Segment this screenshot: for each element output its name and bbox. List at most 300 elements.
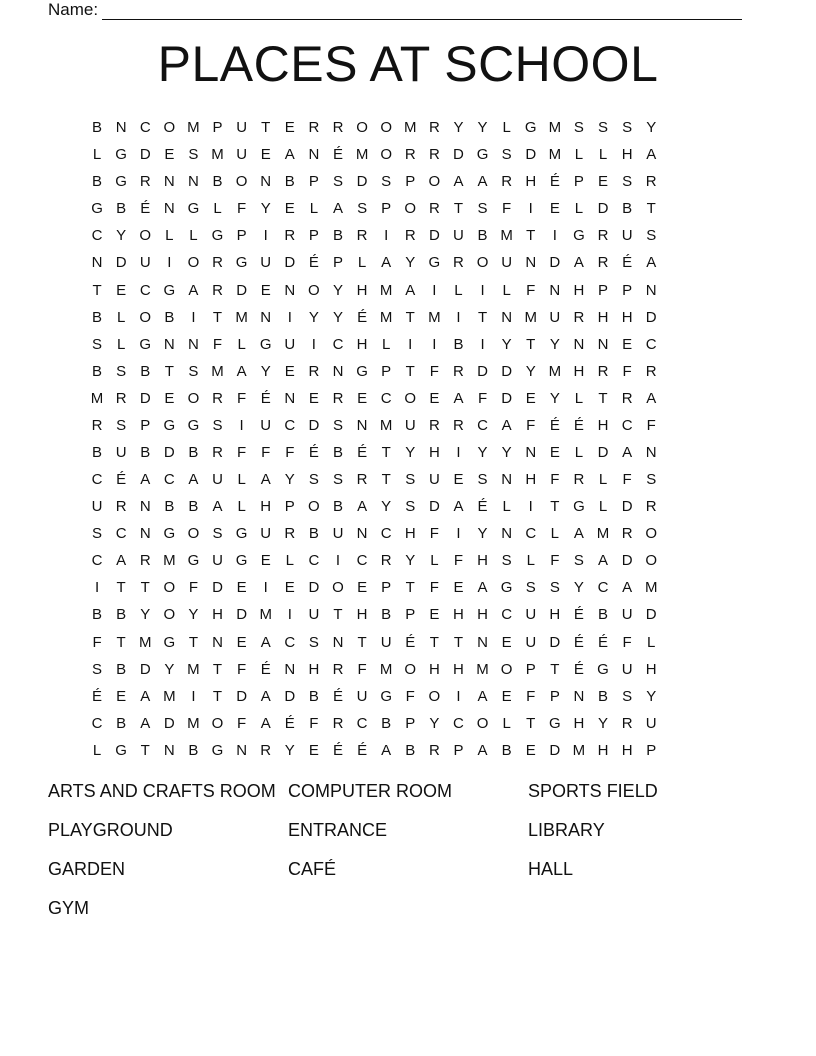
grid-letter[interactable]: F bbox=[309, 714, 319, 732]
grid-letter[interactable]: N bbox=[163, 200, 175, 218]
grid-letter[interactable]: L bbox=[647, 633, 656, 651]
grid-letter[interactable]: F bbox=[261, 443, 271, 461]
grid-letter[interactable]: É bbox=[598, 633, 609, 651]
grid-letter[interactable]: D bbox=[428, 227, 440, 245]
grid-letter[interactable]: L bbox=[92, 741, 102, 759]
grid-letter[interactable]: Y bbox=[332, 308, 343, 326]
grid-letter[interactable]: R bbox=[332, 714, 344, 732]
grid-letter[interactable]: H bbox=[356, 281, 368, 299]
grid-letter[interactable]: B bbox=[140, 362, 151, 380]
grid-letter[interactable]: M bbox=[572, 741, 586, 759]
grid-letter[interactable]: F bbox=[237, 714, 247, 732]
grid-letter[interactable]: T bbox=[116, 633, 126, 651]
grid-letter[interactable]: R bbox=[260, 741, 272, 759]
grid-letter[interactable]: U bbox=[308, 606, 320, 624]
grid-letter[interactable]: Y bbox=[598, 714, 609, 732]
grid-letter[interactable]: T bbox=[453, 200, 464, 218]
grid-letter[interactable]: L bbox=[116, 335, 126, 353]
grid-letter[interactable]: M bbox=[379, 308, 393, 326]
grid-letter[interactable]: U bbox=[139, 254, 151, 272]
grid-letter[interactable]: B bbox=[92, 308, 103, 326]
grid-letter[interactable]: I bbox=[335, 552, 341, 570]
grid-letter[interactable]: D bbox=[308, 416, 320, 434]
grid-letter[interactable]: É bbox=[573, 606, 584, 624]
grid-letter[interactable]: A bbox=[260, 471, 271, 489]
grid-letter[interactable]: T bbox=[526, 335, 536, 353]
grid-letter[interactable]: E bbox=[284, 119, 295, 137]
grid-letter[interactable]: A bbox=[622, 443, 633, 461]
grid-letter[interactable]: N bbox=[91, 254, 103, 272]
grid-letter[interactable]: B bbox=[501, 741, 512, 759]
grid-letter[interactable]: O bbox=[476, 254, 489, 272]
grid-letter[interactable]: N bbox=[163, 741, 175, 759]
grid-letter[interactable]: N bbox=[260, 308, 272, 326]
grid-letter[interactable]: M bbox=[500, 227, 513, 245]
grid-letter[interactable]: G bbox=[163, 633, 176, 651]
grid-letter[interactable]: R bbox=[621, 714, 633, 732]
grid-letter[interactable]: L bbox=[598, 471, 608, 489]
grid-letter[interactable]: N bbox=[236, 741, 248, 759]
grid-letter[interactable]: R bbox=[621, 389, 633, 407]
grid-letter[interactable]: S bbox=[212, 416, 223, 434]
grid-letter[interactable]: E bbox=[453, 579, 464, 597]
grid-letter[interactable]: A bbox=[646, 389, 657, 407]
grid-letter[interactable]: O bbox=[404, 200, 417, 218]
grid-letter[interactable]: I bbox=[432, 281, 437, 299]
grid-letter[interactable]: F bbox=[502, 200, 512, 218]
grid-letter[interactable]: B bbox=[405, 741, 416, 759]
grid-letter[interactable]: R bbox=[212, 281, 223, 299]
grid-letter[interactable]: O bbox=[187, 525, 200, 543]
grid-letter[interactable]: R bbox=[573, 471, 585, 489]
grid-letter[interactable]: L bbox=[574, 443, 584, 461]
grid-letter[interactable]: A bbox=[116, 552, 127, 570]
grid-letter[interactable]: H bbox=[404, 525, 416, 543]
grid-letter[interactable]: C bbox=[284, 633, 296, 651]
grid-letter[interactable]: S bbox=[598, 119, 609, 137]
grid-letter[interactable]: S bbox=[116, 416, 127, 434]
grid-letter[interactable]: P bbox=[140, 416, 151, 434]
grid-letter[interactable]: G bbox=[356, 362, 368, 380]
grid-letter[interactable]: R bbox=[308, 119, 320, 137]
grid-letter[interactable]: É bbox=[284, 714, 295, 732]
grid-letter[interactable]: M bbox=[428, 308, 441, 326]
grid-letter[interactable]: E bbox=[598, 173, 609, 191]
grid-letter[interactable]: N bbox=[356, 525, 368, 543]
grid-letter[interactable]: S bbox=[549, 579, 560, 597]
grid-letter[interactable]: B bbox=[92, 362, 103, 380]
grid-letter[interactable]: F bbox=[212, 335, 223, 353]
grid-letter[interactable]: N bbox=[284, 281, 296, 299]
grid-letter[interactable]: L bbox=[116, 308, 126, 326]
grid-letter[interactable]: H bbox=[356, 335, 368, 353]
grid-letter[interactable]: L bbox=[502, 281, 511, 299]
grid-letter[interactable]: C bbox=[332, 335, 344, 353]
grid-letter[interactable]: D bbox=[645, 308, 657, 326]
grid-letter[interactable]: T bbox=[212, 687, 223, 705]
grid-letter[interactable]: D bbox=[163, 714, 175, 732]
grid-letter[interactable]: T bbox=[333, 606, 343, 624]
grid-letter[interactable]: M bbox=[187, 714, 200, 732]
grid-letter[interactable]: C bbox=[356, 552, 368, 570]
grid-letter[interactable]: B bbox=[332, 443, 343, 461]
grid-letter[interactable]: E bbox=[284, 579, 295, 597]
grid-letter[interactable]: Y bbox=[525, 362, 536, 380]
grid-letter[interactable]: É bbox=[573, 660, 584, 678]
grid-letter[interactable]: L bbox=[526, 552, 535, 570]
grid-letter[interactable]: M bbox=[138, 633, 152, 651]
grid-letter[interactable]: D bbox=[163, 443, 175, 461]
grid-letter[interactable]: T bbox=[188, 633, 198, 651]
grid-letter[interactable]: H bbox=[525, 173, 537, 191]
grid-letter[interactable]: S bbox=[573, 119, 584, 137]
grid-letter[interactable]: P bbox=[381, 362, 392, 380]
grid-letter[interactable]: G bbox=[235, 525, 248, 543]
grid-letter[interactable]: R bbox=[332, 389, 344, 407]
grid-letter[interactable]: O bbox=[163, 579, 176, 597]
grid-letter[interactable]: N bbox=[139, 525, 151, 543]
grid-letter[interactable]: S bbox=[646, 471, 657, 489]
grid-letter[interactable]: T bbox=[405, 308, 415, 326]
grid-letter[interactable]: B bbox=[164, 498, 175, 516]
grid-letter[interactable]: G bbox=[187, 416, 200, 434]
grid-letter[interactable]: A bbox=[622, 579, 633, 597]
grid-letter[interactable]: I bbox=[167, 254, 172, 272]
grid-letter[interactable]: N bbox=[284, 389, 296, 407]
grid-letter[interactable]: A bbox=[598, 552, 609, 570]
grid-letter[interactable]: L bbox=[598, 498, 608, 516]
grid-letter[interactable]: M bbox=[379, 660, 393, 678]
grid-letter[interactable]: O bbox=[645, 552, 658, 570]
grid-letter[interactable]: E bbox=[284, 362, 295, 380]
grid-letter[interactable]: A bbox=[140, 714, 151, 732]
grid-letter[interactable]: R bbox=[428, 200, 440, 218]
grid-letter[interactable]: M bbox=[379, 416, 393, 434]
grid-letter[interactable]: S bbox=[116, 362, 127, 380]
grid-letter[interactable]: F bbox=[550, 552, 560, 570]
grid-letter[interactable]: L bbox=[237, 498, 246, 516]
grid-letter[interactable]: F bbox=[622, 471, 632, 489]
grid-letter[interactable]: B bbox=[188, 443, 199, 461]
grid-letter[interactable]: O bbox=[404, 389, 417, 407]
grid-letter[interactable]: H bbox=[549, 606, 561, 624]
grid-letter[interactable]: D bbox=[621, 498, 633, 516]
grid-letter[interactable]: D bbox=[549, 741, 561, 759]
grid-letter[interactable]: L bbox=[213, 200, 222, 218]
grid-letter[interactable]: C bbox=[621, 416, 633, 434]
grid-letter[interactable]: T bbox=[357, 633, 367, 651]
grid-letter[interactable]: T bbox=[550, 498, 560, 516]
grid-letter[interactable]: M bbox=[524, 308, 537, 326]
grid-letter[interactable]: A bbox=[573, 254, 584, 272]
grid-letter[interactable]: T bbox=[212, 660, 223, 678]
grid-letter[interactable]: U bbox=[404, 416, 416, 434]
grid-letter[interactable]: A bbox=[477, 741, 488, 759]
grid-letter[interactable]: H bbox=[597, 308, 609, 326]
grid-letter[interactable]: R bbox=[597, 362, 609, 380]
grid-letter[interactable]: I bbox=[528, 200, 533, 218]
grid-letter[interactable]: É bbox=[116, 471, 127, 489]
grid-letter[interactable]: B bbox=[308, 687, 319, 705]
grid-letter[interactable]: S bbox=[477, 200, 488, 218]
grid-letter[interactable]: Y bbox=[501, 335, 512, 353]
grid-letter[interactable]: S bbox=[622, 119, 633, 137]
grid-letter[interactable]: H bbox=[260, 498, 272, 516]
grid-letter[interactable]: E bbox=[260, 281, 271, 299]
grid-letter[interactable]: F bbox=[453, 552, 464, 570]
grid-letter[interactable]: G bbox=[235, 552, 248, 570]
grid-letter[interactable]: D bbox=[284, 254, 296, 272]
grid-letter[interactable]: P bbox=[598, 281, 609, 299]
grid-letter[interactable]: D bbox=[139, 146, 151, 164]
grid-letter[interactable]: I bbox=[191, 308, 196, 326]
grid-letter[interactable]: H bbox=[428, 660, 440, 678]
grid-letter[interactable]: Y bbox=[116, 227, 127, 245]
grid-letter[interactable]: E bbox=[308, 741, 319, 759]
grid-letter[interactable]: T bbox=[453, 633, 464, 651]
grid-letter[interactable]: H bbox=[477, 552, 488, 570]
grid-letter[interactable]: E bbox=[622, 335, 633, 353]
grid-letter[interactable]: G bbox=[235, 254, 248, 272]
grid-letter[interactable]: Y bbox=[405, 254, 416, 272]
grid-letter[interactable]: B bbox=[164, 308, 175, 326]
grid-letter[interactable]: R bbox=[356, 227, 368, 245]
grid-letter[interactable]: O bbox=[308, 281, 320, 299]
grid-letter[interactable]: N bbox=[308, 146, 320, 164]
grid-letter[interactable]: A bbox=[381, 254, 392, 272]
grid-letter[interactable]: É bbox=[140, 200, 151, 218]
grid-letter[interactable]: B bbox=[622, 200, 633, 218]
grid-letter[interactable]: R bbox=[428, 416, 440, 434]
grid-letter[interactable]: Y bbox=[477, 525, 488, 543]
grid-letter[interactable]: F bbox=[237, 389, 247, 407]
grid-letter[interactable]: A bbox=[646, 254, 657, 272]
grid-letter[interactable]: A bbox=[453, 173, 464, 191]
grid-letter[interactable]: T bbox=[381, 443, 391, 461]
grid-letter[interactable]: R bbox=[428, 119, 440, 137]
grid-letter[interactable]: H bbox=[573, 362, 585, 380]
grid-letter[interactable]: É bbox=[308, 443, 319, 461]
grid-letter[interactable]: N bbox=[645, 443, 657, 461]
grid-letter[interactable]: H bbox=[428, 443, 440, 461]
grid-letter[interactable]: I bbox=[287, 606, 292, 624]
grid-letter[interactable]: T bbox=[261, 119, 271, 137]
grid-letter[interactable]: U bbox=[549, 308, 561, 326]
grid-letter[interactable]: G bbox=[187, 200, 200, 218]
grid-letter[interactable]: I bbox=[552, 227, 557, 245]
grid-letter[interactable]: L bbox=[574, 389, 584, 407]
grid-letter[interactable]: I bbox=[456, 687, 461, 705]
grid-letter[interactable]: D bbox=[284, 687, 296, 705]
grid-letter[interactable]: U bbox=[284, 335, 296, 353]
grid-letter[interactable]: D bbox=[308, 579, 320, 597]
grid-letter[interactable]: L bbox=[165, 227, 174, 245]
grid-letter[interactable]: R bbox=[212, 389, 223, 407]
grid-letter[interactable]: E bbox=[429, 389, 440, 407]
grid-letter[interactable]: N bbox=[501, 525, 513, 543]
grid-letter[interactable]: H bbox=[453, 606, 464, 624]
grid-letter[interactable]: O bbox=[139, 308, 152, 326]
grid-letter[interactable]: U bbox=[525, 633, 537, 651]
grid-letter[interactable]: C bbox=[163, 471, 175, 489]
grid-letter[interactable]: B bbox=[308, 525, 319, 543]
grid-letter[interactable]: P bbox=[549, 687, 560, 705]
grid-letter[interactable]: U bbox=[525, 606, 537, 624]
grid-letter[interactable]: B bbox=[116, 714, 127, 732]
grid-letter[interactable]: O bbox=[645, 525, 658, 543]
grid-letter[interactable]: T bbox=[646, 200, 656, 218]
grid-letter[interactable]: O bbox=[404, 660, 417, 678]
grid-letter[interactable]: D bbox=[549, 633, 561, 651]
grid-letter[interactable]: F bbox=[237, 443, 247, 461]
grid-letter[interactable]: T bbox=[405, 362, 415, 380]
grid-letter[interactable]: C bbox=[91, 552, 103, 570]
grid-letter[interactable]: U bbox=[356, 687, 368, 705]
grid-letter[interactable]: T bbox=[526, 714, 536, 732]
grid-letter[interactable]: G bbox=[259, 335, 272, 353]
grid-letter[interactable]: D bbox=[549, 254, 561, 272]
grid-letter[interactable]: A bbox=[140, 687, 151, 705]
grid-letter[interactable]: C bbox=[139, 281, 151, 299]
grid-letter[interactable]: G bbox=[211, 741, 224, 759]
grid-letter[interactable]: C bbox=[91, 227, 103, 245]
grid-letter[interactable]: R bbox=[404, 146, 416, 164]
grid-letter[interactable]: S bbox=[332, 173, 343, 191]
grid-letter[interactable]: N bbox=[332, 362, 344, 380]
grid-letter[interactable]: R bbox=[573, 308, 585, 326]
grid-letter[interactable]: B bbox=[598, 606, 609, 624]
grid-letter[interactable]: Y bbox=[549, 335, 560, 353]
grid-letter[interactable]: M bbox=[404, 119, 417, 137]
grid-letter[interactable]: H bbox=[621, 741, 633, 759]
grid-letter[interactable]: U bbox=[260, 525, 272, 543]
grid-letter[interactable]: A bbox=[573, 525, 584, 543]
grid-letter[interactable]: F bbox=[92, 633, 102, 651]
grid-letter[interactable]: E bbox=[501, 687, 512, 705]
grid-letter[interactable]: E bbox=[429, 606, 440, 624]
grid-letter[interactable]: U bbox=[212, 552, 223, 570]
grid-letter[interactable]: G bbox=[115, 146, 127, 164]
grid-letter[interactable]: Y bbox=[429, 714, 440, 732]
grid-letter[interactable]: R bbox=[597, 254, 609, 272]
grid-letter[interactable]: R bbox=[428, 741, 440, 759]
grid-letter[interactable]: M bbox=[548, 362, 562, 380]
grid-letter[interactable]: S bbox=[188, 362, 199, 380]
grid-letter[interactable]: F bbox=[526, 416, 536, 434]
grid-letter[interactable]: A bbox=[453, 389, 464, 407]
grid-letter[interactable]: C bbox=[139, 119, 151, 137]
grid-letter[interactable]: M bbox=[644, 579, 658, 597]
grid-letter[interactable]: M bbox=[163, 687, 176, 705]
grid-letter[interactable]: I bbox=[432, 335, 437, 353]
grid-letter[interactable]: L bbox=[454, 281, 463, 299]
grid-letter[interactable]: M bbox=[596, 525, 610, 543]
grid-letter[interactable]: S bbox=[188, 146, 199, 164]
grid-letter[interactable]: B bbox=[332, 227, 343, 245]
grid-letter[interactable]: G bbox=[211, 227, 224, 245]
grid-letter[interactable]: B bbox=[284, 173, 295, 191]
grid-letter[interactable]: B bbox=[116, 200, 127, 218]
grid-letter[interactable]: Y bbox=[164, 660, 175, 678]
grid-letter[interactable]: O bbox=[163, 606, 176, 624]
grid-letter[interactable]: H bbox=[212, 606, 223, 624]
grid-letter[interactable]: Y bbox=[477, 443, 488, 461]
grid-letter[interactable]: H bbox=[645, 660, 657, 678]
grid-letter[interactable]: B bbox=[92, 173, 103, 191]
grid-letter[interactable]: É bbox=[332, 146, 343, 164]
grid-letter[interactable]: G bbox=[115, 173, 127, 191]
grid-letter[interactable]: A bbox=[646, 146, 657, 164]
grid-letter[interactable]: Y bbox=[260, 200, 271, 218]
grid-letter[interactable]: E bbox=[284, 200, 295, 218]
grid-letter[interactable]: Y bbox=[573, 579, 584, 597]
grid-letter[interactable]: G bbox=[524, 119, 537, 137]
grid-letter[interactable]: R bbox=[645, 173, 657, 191]
grid-letter[interactable]: T bbox=[140, 579, 150, 597]
grid-letter[interactable]: O bbox=[332, 579, 344, 597]
grid-letter[interactable]: I bbox=[263, 227, 268, 245]
grid-letter[interactable]: É bbox=[260, 389, 271, 407]
grid-letter[interactable]: I bbox=[263, 579, 268, 597]
grid-letter[interactable]: T bbox=[550, 660, 560, 678]
grid-letter[interactable]: Y bbox=[284, 471, 295, 489]
grid-letter[interactable]: O bbox=[163, 119, 176, 137]
grid-letter[interactable]: A bbox=[453, 498, 464, 516]
grid-letter[interactable]: F bbox=[646, 416, 656, 434]
grid-letter[interactable]: C bbox=[284, 416, 296, 434]
grid-letter[interactable]: I bbox=[408, 335, 413, 353]
grid-letter[interactable]: E bbox=[260, 552, 271, 570]
grid-letter[interactable]: C bbox=[115, 525, 127, 543]
grid-letter[interactable]: E bbox=[549, 443, 560, 461]
grid-letter[interactable]: U bbox=[380, 633, 392, 651]
grid-letter[interactable]: E bbox=[308, 389, 319, 407]
grid-letter[interactable]: U bbox=[260, 254, 272, 272]
grid-letter[interactable]: I bbox=[239, 416, 244, 434]
grid-letter[interactable]: B bbox=[332, 498, 343, 516]
grid-letter[interactable]: U bbox=[501, 254, 513, 272]
grid-letter[interactable]: I bbox=[456, 308, 461, 326]
grid-letter[interactable]: S bbox=[381, 173, 392, 191]
grid-letter[interactable]: T bbox=[381, 471, 391, 489]
grid-letter[interactable]: S bbox=[308, 471, 319, 489]
grid-letter[interactable]: P bbox=[453, 741, 464, 759]
grid-letter[interactable]: G bbox=[163, 281, 176, 299]
grid-letter[interactable]: Y bbox=[332, 281, 343, 299]
grid-letter[interactable]: R bbox=[212, 443, 223, 461]
grid-letter[interactable]: G bbox=[163, 416, 176, 434]
grid-letter[interactable]: O bbox=[356, 119, 368, 137]
grid-letter[interactable]: Y bbox=[284, 741, 295, 759]
grid-letter[interactable]: G bbox=[500, 579, 513, 597]
grid-letter[interactable]: F bbox=[622, 362, 632, 380]
grid-letter[interactable]: U bbox=[236, 119, 248, 137]
grid-letter[interactable]: M bbox=[211, 362, 224, 380]
grid-letter[interactable]: D bbox=[453, 146, 464, 164]
grid-letter[interactable]: S bbox=[405, 471, 416, 489]
grid-letter[interactable]: E bbox=[260, 146, 271, 164]
grid-letter[interactable]: R bbox=[308, 362, 320, 380]
grid-letter[interactable]: O bbox=[500, 660, 513, 678]
grid-letter[interactable]: B bbox=[188, 498, 199, 516]
grid-letter[interactable]: Y bbox=[308, 308, 319, 326]
grid-letter[interactable]: U bbox=[260, 416, 272, 434]
grid-letter[interactable]: D bbox=[597, 443, 609, 461]
grid-letter[interactable]: P bbox=[405, 714, 416, 732]
grid-letter[interactable]: I bbox=[287, 308, 292, 326]
grid-letter[interactable]: S bbox=[92, 335, 103, 353]
grid-letter[interactable]: G bbox=[380, 687, 392, 705]
